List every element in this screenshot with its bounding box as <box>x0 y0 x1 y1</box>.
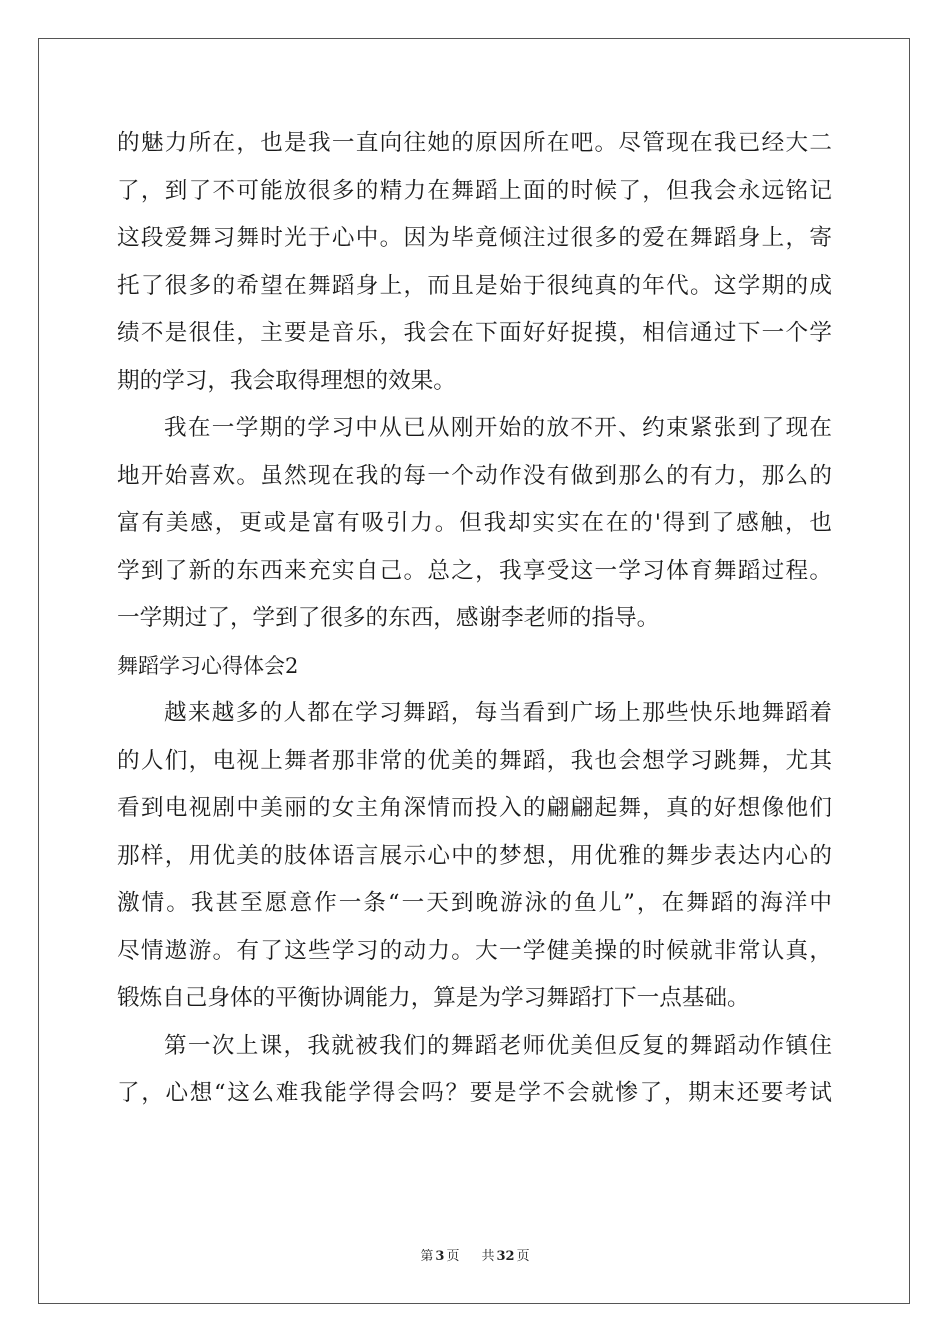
total-prefix: 共 <box>481 1249 495 1264</box>
text-line: 了，心想“这么难我能学得会吗？要是学不会就惨了，期末还要考试 <box>117 1080 832 1106</box>
text-line: 看到电视剧中美丽的女主角深情而投入的翩翩起舞，真的好想像他们 <box>117 795 832 821</box>
text-line: 锻炼自己身体的平衡协调能力，算是为学习舞蹈打下一点基础。 <box>117 985 750 1011</box>
paragraph-first-line: 越来越多的人都在学习舞蹈，每当看到广场上那些快乐地舞蹈着 <box>164 700 832 726</box>
page-number: 3 <box>435 1249 445 1264</box>
paragraph-first-line: 第一次上课，我就被我们的舞蹈老师优美但反复的舞蹈动作镇住 <box>164 1032 832 1059</box>
page-footer <box>0 1245 950 1264</box>
text-line: 期的学习，我会取得理想的效果。 <box>117 367 456 394</box>
text-line: 的魅力所在，也是我一直向往她的原因所在吧。尽管现在我已经大二 <box>117 130 832 156</box>
text-line: 激情。我甚至愿意作一条“一天到晚游泳的鱼儿”，在舞蹈的海洋中 <box>117 890 832 916</box>
text-line: 地开始喜欢。虽然现在我的每一个动作没有做到那么的有力，那么的 <box>117 462 832 489</box>
text-line: 一学期过了，学到了很多的东西，感谢李老师的指导。 <box>117 605 660 631</box>
paragraph-first-line: 我在一学期的学习中从已从刚开始的放不开、约束紧张到了现在 <box>164 415 832 441</box>
text-line: 托了很多的希望在舞蹈身上，而且是始于很纯真的年代。这学期的成 <box>117 272 832 299</box>
text-line: 尽情遨游。有了这些学习的动力。大一学健美操的时候就非常认真， <box>117 937 832 964</box>
text-line: 学到了新的东西来充实自己。总之，我享受这一学习体育舞蹈过程。 <box>117 557 832 584</box>
page-suffix: 页 <box>446 1249 460 1264</box>
text-line: 那样，用优美的肢体语言展示心中的梦想，用优雅的舞步表达内心的 <box>117 842 832 869</box>
document-body <box>117 120 832 1118</box>
text-line: 绩不是很佳，主要是音乐，我会在下面好好捉摸，相信通过下一个学 <box>117 320 832 346</box>
total-pages: 32 <box>496 1249 515 1264</box>
text-line: 了，到了不可能放很多的精力在舞蹈上面的时候了，但我会永远铭记 <box>117 177 832 204</box>
text-line: 的人们，电视上舞者那非常的优美的舞蹈，我也会想学习跳舞，尤其 <box>117 747 832 774</box>
total-suffix: 页 <box>516 1249 530 1264</box>
page-prefix: 第 <box>420 1249 434 1264</box>
text-line: 这段爱舞习舞时光于心中。因为毕竟倾注过很多的爱在舞蹈身上，寄 <box>117 225 832 251</box>
text-line: 富有美感，更或是富有吸引力。但我却实实在在的'得到了感触，也 <box>117 510 832 536</box>
section-heading: 舞蹈学习心得体会2 <box>117 653 299 678</box>
